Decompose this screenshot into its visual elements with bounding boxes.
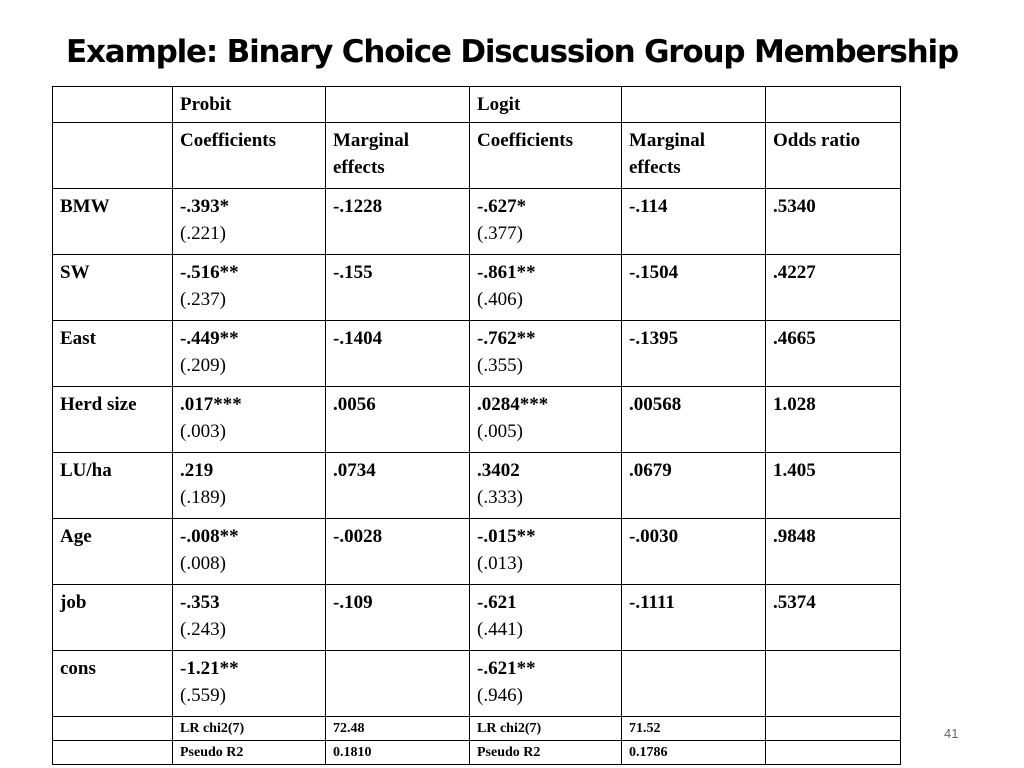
probit-stat-label: Pseudo R2: [180, 745, 244, 760]
stat-value-cell: [622, 717, 766, 741]
odds-ratio-cell: [766, 519, 901, 585]
header-cell-probit-coefficients: Coefficients: [173, 123, 326, 189]
probit-std-error: (.209): [180, 355, 226, 376]
header-cell: [53, 123, 173, 189]
row-label-cell: [53, 387, 173, 453]
logit-std-error: (.013): [477, 553, 523, 574]
logit-coefficient: -.621: [477, 592, 517, 613]
regression-results-table: [52, 86, 901, 765]
header-cell-probit: Probit: [173, 87, 326, 123]
logit-marginal-cell: [622, 321, 766, 387]
probit-coef-cell: [173, 255, 326, 321]
table-row: [53, 189, 901, 255]
probit-marginal-effect: -.109: [333, 592, 373, 613]
logit-stat-label: Pseudo R2: [477, 745, 541, 760]
header-cell-probit-marginal-effects: Marginal effects: [326, 123, 470, 189]
row-label: LU/ha: [60, 460, 112, 481]
odds-ratio-cell: [766, 453, 901, 519]
logit-marginal-cell: [622, 387, 766, 453]
page-number: 41: [944, 726, 959, 741]
logit-marginal-cell: [622, 453, 766, 519]
logit-coefficient: -.621**: [477, 658, 536, 679]
stats-row: [53, 741, 901, 765]
probit-coef-cell: [173, 519, 326, 585]
probit-coefficient: .219: [180, 460, 214, 481]
logit-marginal-cell: [622, 189, 766, 255]
row-label: East: [60, 328, 96, 349]
logit-std-error: (.005): [477, 421, 523, 442]
header-cell-logit-marginal-effects: Marginal effects: [622, 123, 766, 189]
probit-std-error: (.221): [180, 223, 226, 244]
probit-coefficient: -1.21**: [180, 658, 239, 679]
probit-std-error: (.243): [180, 619, 226, 640]
stat-value-cell: [326, 741, 470, 765]
probit-coef-cell: [173, 387, 326, 453]
probit-std-error: (.189): [180, 487, 226, 508]
probit-coefficient: .017***: [180, 394, 242, 415]
row-label-cell: [53, 585, 173, 651]
logit-marginal-effect: -.1504: [629, 262, 679, 283]
odds-ratio-cell: [766, 189, 901, 255]
empty-cell: [53, 741, 173, 765]
logit-marginal-effect: -.1111: [629, 592, 675, 613]
header-cell: [326, 87, 470, 123]
probit-std-error: (.003): [180, 421, 226, 442]
probit-marginal-effect: -.0028: [333, 526, 383, 547]
stat-label-cell: [173, 717, 326, 741]
header-cell-logit-coefficients: Coefficients: [470, 123, 622, 189]
row-label: job: [60, 592, 87, 613]
stat-value-cell: [326, 717, 470, 741]
logit-coef-cell: [470, 387, 622, 453]
logit-marginal-cell: [622, 585, 766, 651]
probit-marginal-cell: [326, 387, 470, 453]
probit-marginal-effect: .0056: [333, 394, 376, 415]
header-cell: [622, 87, 766, 123]
logit-marginal-effect: -.114: [629, 196, 668, 217]
stat-label-cell: [470, 741, 622, 765]
logit-stat-label: LR chi2(7): [477, 721, 542, 736]
logit-stat-value: 71.52: [629, 721, 661, 736]
odds-ratio: .4665: [773, 328, 816, 349]
probit-coef-cell: [173, 585, 326, 651]
probit-std-error: (.237): [180, 289, 226, 310]
probit-coefficient: -.449**: [180, 328, 239, 349]
probit-coefficient: -.353: [180, 592, 220, 613]
table-row: [53, 453, 901, 519]
slide-title: Example: Binary Choice Discussion Group Membership: [66, 34, 958, 70]
empty-cell: [766, 741, 901, 765]
odds-ratio-cell: [766, 651, 901, 717]
odds-ratio-cell: [766, 387, 901, 453]
row-label-cell: [53, 519, 173, 585]
probit-std-error: (.559): [180, 685, 226, 706]
probit-coefficient: -.393*: [180, 196, 230, 217]
odds-ratio: .9848: [773, 526, 816, 547]
probit-coefficient: -.008**: [180, 526, 239, 547]
table-row: [53, 519, 901, 585]
logit-marginal-effect: .0679: [629, 460, 672, 481]
row-label: cons: [60, 658, 96, 679]
row-label: BMW: [60, 196, 110, 217]
logit-std-error: (.377): [477, 223, 523, 244]
odds-ratio-cell: [766, 255, 901, 321]
logit-marginal-effect: .00568: [629, 394, 682, 415]
probit-std-error: (.008): [180, 553, 226, 574]
table-row: [53, 585, 901, 651]
row-label: Herd size: [60, 394, 137, 415]
logit-std-error: (.406): [477, 289, 523, 310]
probit-marginal-effect: -.1228: [333, 196, 383, 217]
logit-coef-cell: [470, 189, 622, 255]
logit-coef-cell: [470, 453, 622, 519]
table-row: [53, 387, 901, 453]
logit-coef-cell: [470, 651, 622, 717]
logit-marginal-effect: -.0030: [629, 526, 679, 547]
logit-coefficient: .3402: [477, 460, 520, 481]
stat-label-cell: [173, 741, 326, 765]
logit-marginal-cell: [622, 255, 766, 321]
probit-coef-cell: [173, 189, 326, 255]
probit-coefficient: -.516**: [180, 262, 239, 283]
logit-coef-cell: [470, 321, 622, 387]
odds-ratio-cell: [766, 585, 901, 651]
logit-std-error: (.946): [477, 685, 523, 706]
logit-stat-value: 0.1786: [629, 745, 668, 760]
probit-marginal-effect: .0734: [333, 460, 376, 481]
stat-label-cell: [470, 717, 622, 741]
probit-stat-label: LR chi2(7): [180, 721, 245, 736]
probit-marginal-effect: -.155: [333, 262, 373, 283]
probit-marginal-effect: -.1404: [333, 328, 383, 349]
probit-stat-value: 72.48: [333, 721, 365, 736]
odds-ratio: 1.028: [773, 394, 816, 415]
probit-coef-cell: [173, 651, 326, 717]
logit-std-error: (.441): [477, 619, 523, 640]
row-label-cell: [53, 255, 173, 321]
header-cell-logit: Logit: [470, 87, 622, 123]
odds-ratio: 1.405: [773, 460, 816, 481]
logit-std-error: (.333): [477, 487, 523, 508]
logit-std-error: (.355): [477, 355, 523, 376]
logit-coef-cell: [470, 585, 622, 651]
row-label-cell: [53, 321, 173, 387]
logit-coefficient: -.627*: [477, 196, 527, 217]
row-label-cell: [53, 453, 173, 519]
logit-coefficient: -.861**: [477, 262, 536, 283]
probit-marginal-cell: [326, 255, 470, 321]
logit-marginal-cell: [622, 651, 766, 717]
empty-cell: [766, 717, 901, 741]
empty-cell: [53, 717, 173, 741]
probit-marginal-cell: [326, 651, 470, 717]
probit-stat-value: 0.1810: [333, 745, 372, 760]
logit-coef-cell: [470, 255, 622, 321]
logit-coefficient: -.762**: [477, 328, 536, 349]
header-row-models: [53, 87, 901, 123]
probit-coef-cell: [173, 453, 326, 519]
header-cell: [53, 87, 173, 123]
probit-marginal-cell: [326, 519, 470, 585]
probit-marginal-cell: [326, 189, 470, 255]
header-cell-odds-ratio: Odds ratio: [766, 123, 901, 189]
logit-coefficient: -.015**: [477, 526, 536, 547]
probit-coef-cell: [173, 321, 326, 387]
logit-coef-cell: [470, 519, 622, 585]
stats-row: [53, 717, 901, 741]
odds-ratio: .5340: [773, 196, 816, 217]
table-row: [53, 255, 901, 321]
row-label: SW: [60, 262, 90, 283]
table-row: [53, 321, 901, 387]
row-label-cell: [53, 651, 173, 717]
probit-marginal-cell: [326, 321, 470, 387]
logit-marginal-cell: [622, 519, 766, 585]
row-label-cell: [53, 189, 173, 255]
odds-ratio-cell: [766, 321, 901, 387]
odds-ratio: .4227: [773, 262, 816, 283]
probit-marginal-cell: [326, 453, 470, 519]
table-row: [53, 651, 901, 717]
header-row-measures: [53, 123, 901, 189]
stat-value-cell: [622, 741, 766, 765]
logit-marginal-effect: -.1395: [629, 328, 679, 349]
logit-coefficient: .0284***: [477, 394, 549, 415]
row-label: Age: [60, 526, 92, 547]
odds-ratio: .5374: [773, 592, 816, 613]
probit-marginal-cell: [326, 585, 470, 651]
header-cell: [766, 87, 901, 123]
